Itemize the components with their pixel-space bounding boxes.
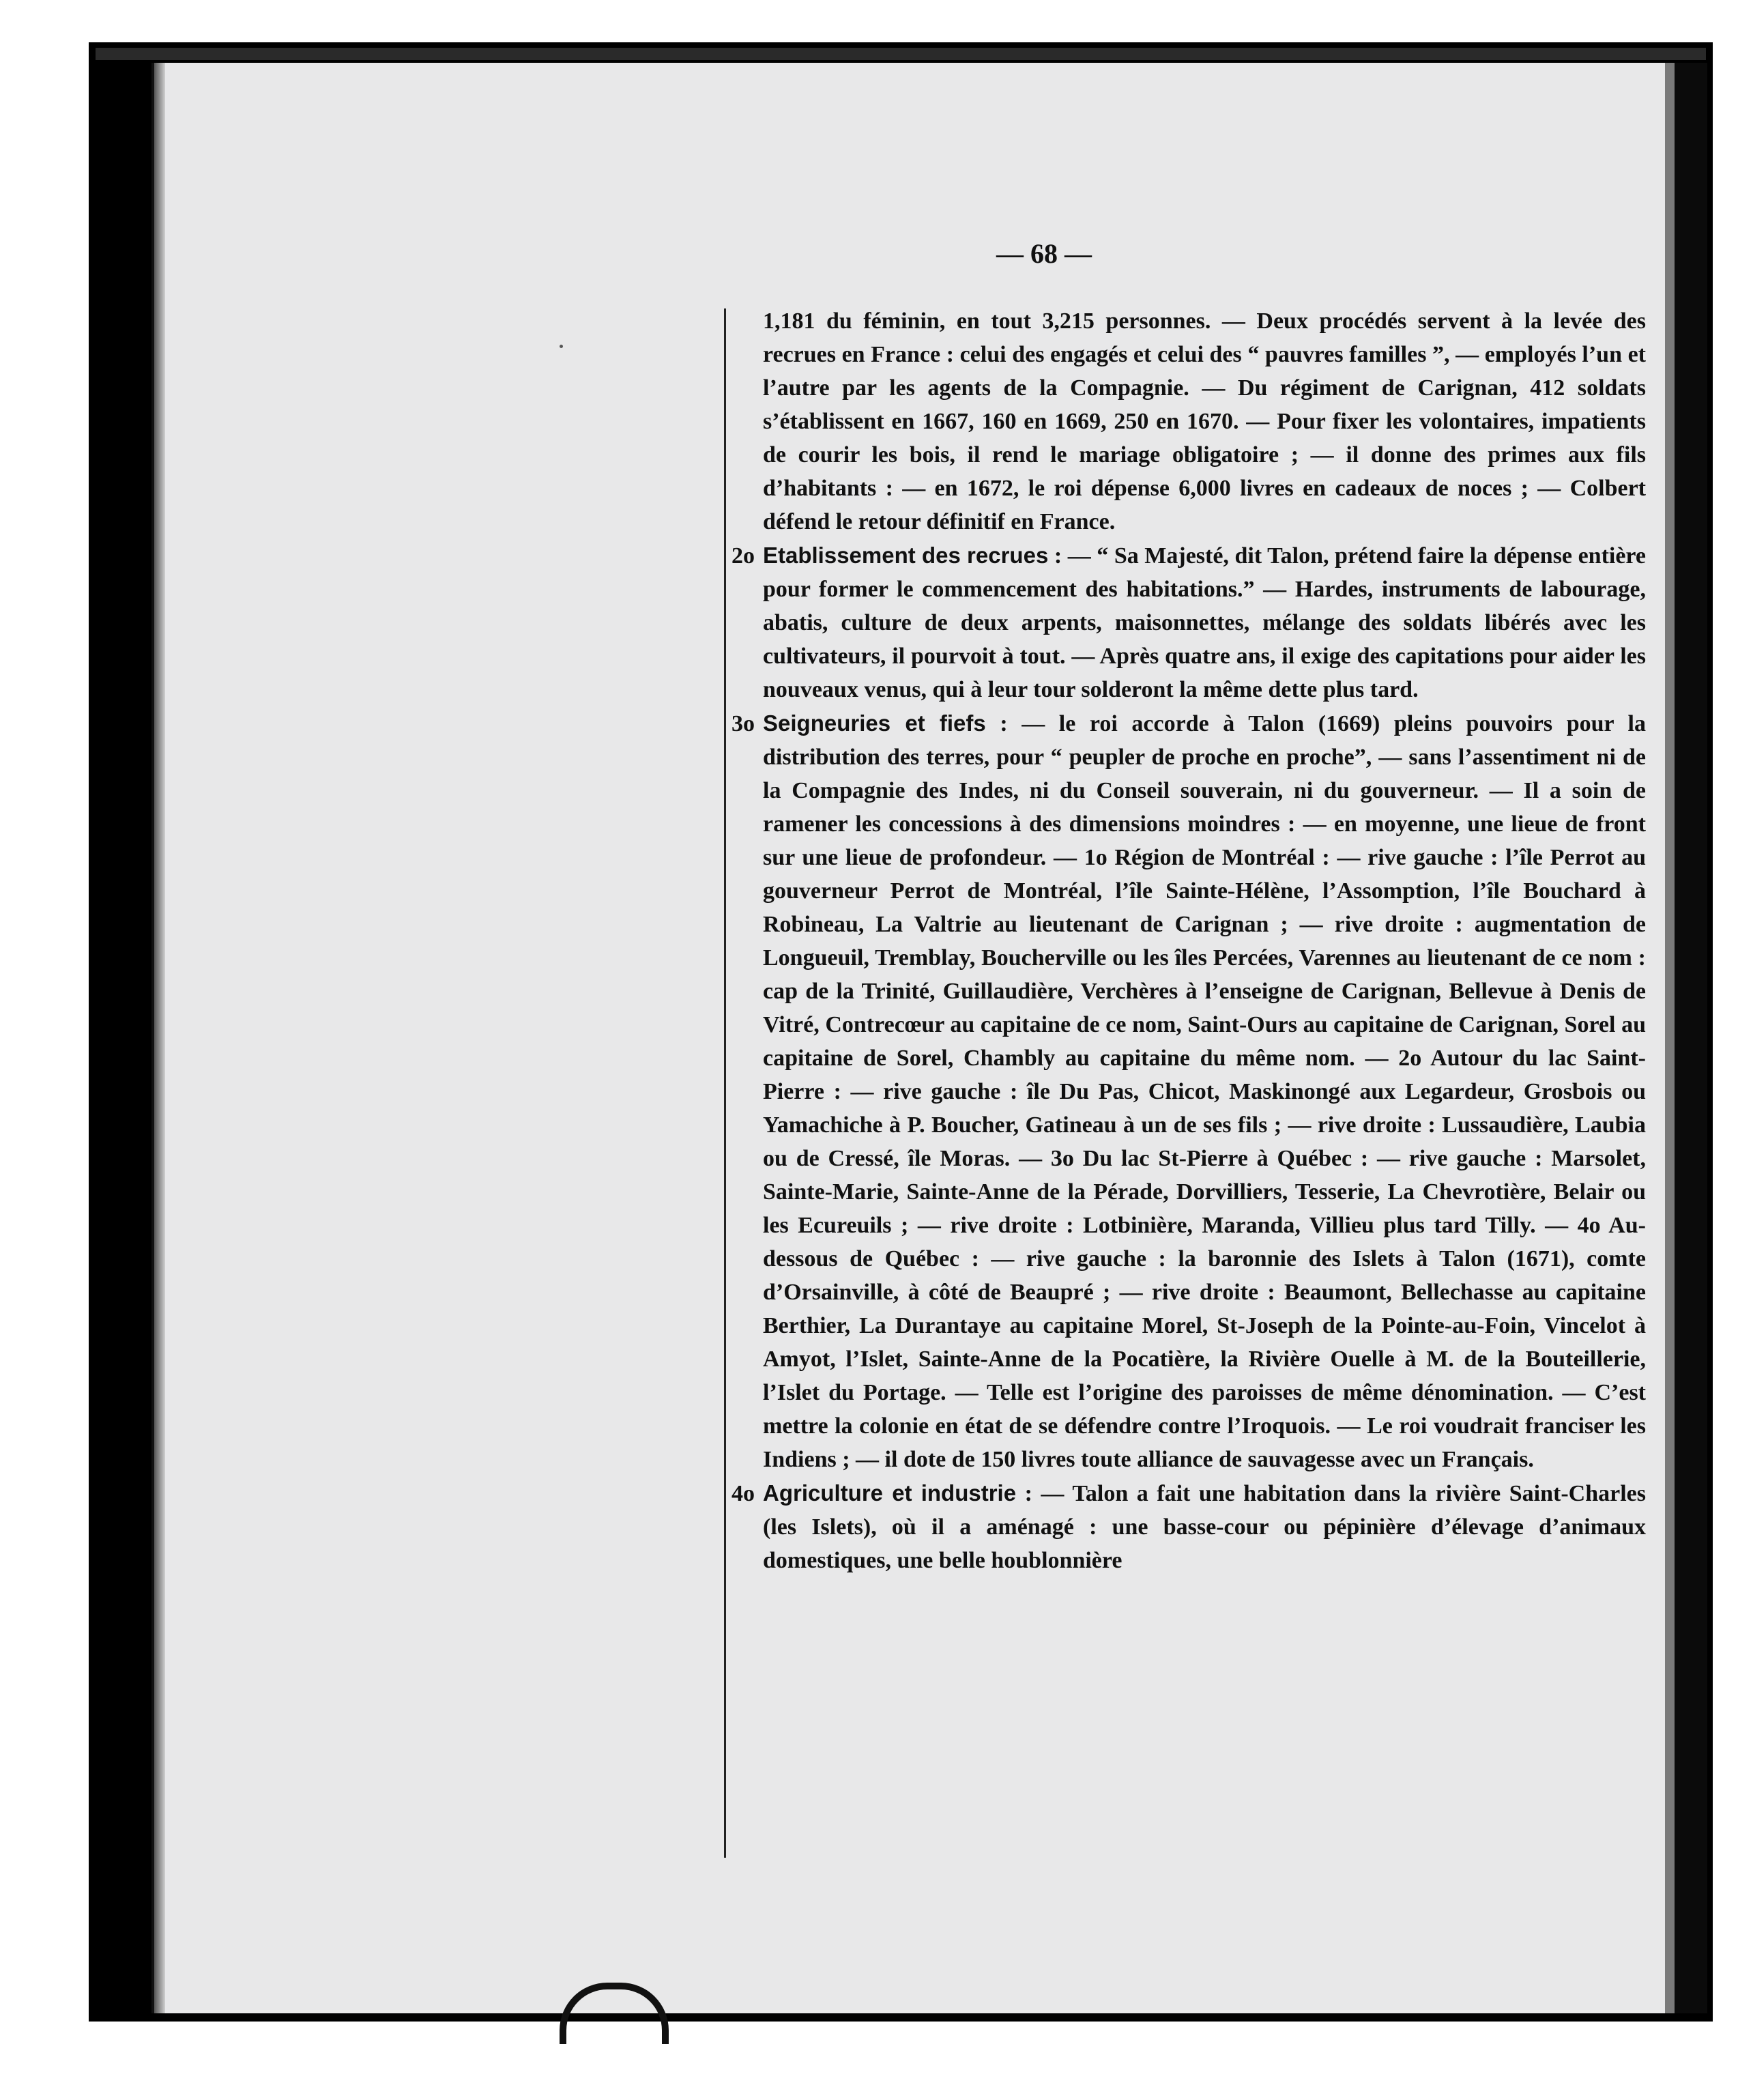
page-right-edge [1665,63,1675,2013]
section-2o [732,538,1646,706]
section-heading: Agriculture et industrie [763,1480,1017,1506]
speck [560,345,563,348]
intro-paragraph: 1,181 du féminin, en tout 3,215 personnes. — Deux procédés servent à la levée des recrues en France : celui des engagés et celui des “ pauvres familles ”, — employés l’un et l’autre par les agents de la Compagnie. — Du régiment de Carignan, 412 soldats s’établissent en 1667, 160 en 1669, 250 en 1670. — Pour fixer les volontaires, impatients de courir les bois, il rend le mariage obligatoire ; — il donne des primes aux fils d’habitants : — en 1672, le roi dépense 6,000 livres en cadeaux de noces ; — Colbert défend le retour définitif en France. [763,308,1646,534]
page-number: — 68 — [996,238,1092,269]
section-4o [732,1476,1646,1577]
section-number: 4o [732,1481,755,1506]
section-body: : — Talon a fait une habitation dans la rivière Saint-Charles (les Islets), où il a aménagé : une basse-cour ou pépinière d’élevage d’animaux domestiques, une belle houblonnière [763,1481,1646,1573]
section-number: 3o [732,711,755,736]
section-heading: Seigneuries et fiefs [763,710,986,736]
section-heading: Etablissement des recrues [763,543,1049,568]
section-number: 2o [732,543,755,569]
page-left-edge [154,63,165,2013]
body-text [732,304,1646,1577]
section-body: : — le roi accorde à Talon (1669) pleins pouvoirs pour la distribution des terres, pour “ peupler de proche en proche”, — sans l’assentiment ni de la Compagnie des Indes, ni du Conseil souverain, ni du gouverneur. — Il a soin de ramener les concessions à des dimensions moindres : — en moyenne, une lieue de front sur une lieue de profondeur. — 1o Région de Montréal : — rive gauche : l’île Perrot au gouverneur Perrot de Montréal, l’île Sainte-Hélène, l’Assomption, l’île Bouchard à Robineau, La Valtrie au lieutenant de Carignan ; — rive droite : augmentation de Longueuil, Tremblay, Boucherville ou les îles Percées, Varennes au lieutenant de ce nom : cap de la Trinité, Guillaudière, Verchères à l’enseigne de Carignan, Bellevue à Denis de Vitré, Contrecœur au capitaine de ce nom, Saint-Ours au capitaine de Carignan, Sorel au capitaine de Sorel, Chambly au capitaine du même nom. — 2o Autour du lac Saint-Pierre : — rive gauche : île Du Pas, Chicot, Maskinongé aux Legardeur, Grosbois ou Yamachiche à P. Boucher, Gatineau à un de ses fils ; — rive droite : Lussaudière, Laubia ou de Cressé, île Moras. — 3o Du lac St-Pierre à Québec : — rive gauche : Marsolet, Sainte-Marie, Sainte-Anne de la Pérade, Dorvilliers, Tesserie, La Chevrotière, Belair ou les Ecureuils ; — rive droite : Lotbinière, Maranda, Villieu plus tard Tilly. — 4o Au-dessous de Québec : — rive gauche : la baronnie des Islets à Talon (1671), comte d’Orsainville, à côté de Beaupré ; — rive droite : Beaumont, Bellechasse au capitaine Berthier, La Durantaye au capitaine Morel, St-Joseph de la Pointe-au-Foin, Vincelot à Amyot, l’Islet, Sainte-Anne de la Pocatière, la Rivière Ouelle à M. de la Bouteillerie, l’Islet du Portage. — Telle est l’origine des paroisses de même dénomination. — C’est mettre la colonie en état de se défendre contre l’Iroquois. — Le roi voudrait franciser les Indiens ; — il dote de 150 livres toute alliance de sauvagesse avec un Français. [763,711,1647,1472]
section-3o [732,706,1646,1476]
frame-right-border [1675,63,1707,2013]
section-body: : — “ Sa Majesté, dit Talon, prétend faire la dépense entière pour former le commencement des habitations.” — Hardes, instruments de labourage, abatis, culture de deux arpents, maisonnettes, mélange des soldats libérés avec les cultivateurs, il pourvoit à tout. — Après quatre ans, il exige des capitations pour aider les nouveaux venus, qui à leur tour solderont la même dette plus tard. [763,543,1646,702]
frame-top-strip [96,48,1706,60]
margin-rule [724,308,726,1858]
